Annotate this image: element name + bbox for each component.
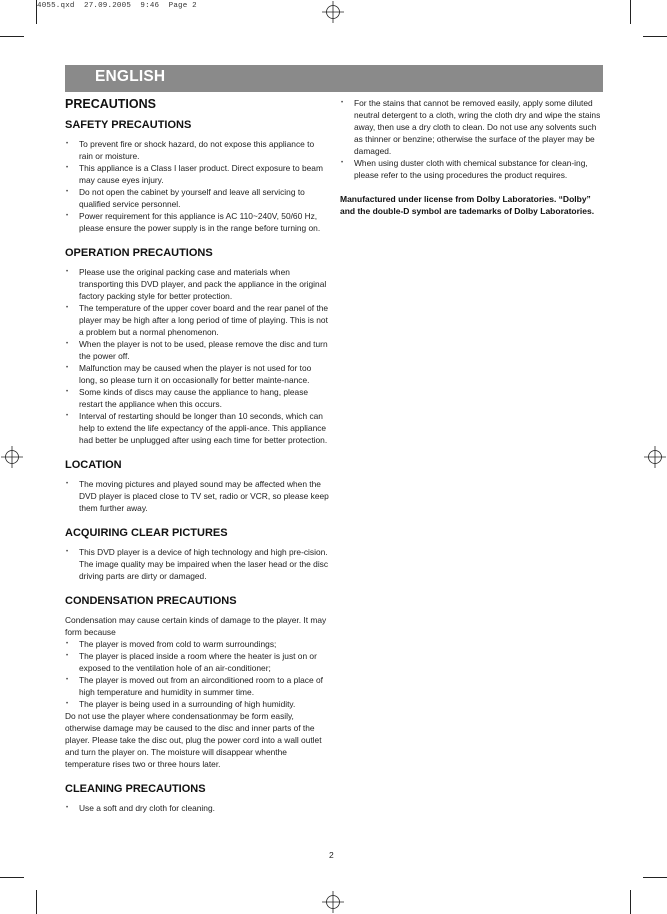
condensation-intro: Condensation may cause certain kinds of damage to the player. It may form because (65, 615, 327, 637)
bullet-list (65, 478, 330, 514)
section-heading: LOCATION (65, 459, 122, 471)
section-condensation (65, 595, 330, 770)
section-operation (65, 247, 330, 446)
registration-mark-icon (1, 446, 23, 468)
section-clear-pictures (65, 527, 330, 582)
crop-mark (643, 36, 667, 37)
print-slug: 4055.qxd 27.09.2005 9:46 Page 2 (37, 2, 197, 10)
section-heading: CLEANING PRECAUTIONS (65, 783, 206, 795)
list-item: • Power requirement for this appliance is AC 110~240V, 50/60 Hz, please ensure the power supply is in the range before turning on. (65, 210, 330, 234)
list-item: • This DVD player is a device of high technology and high pre-cision. The image quality may be impaired when the laser head or the disc driving parts are dirty or damaged. (65, 546, 330, 582)
list-item: • When the player is not to be used, please remove the disc and turn the power off. (65, 338, 330, 362)
section-heading: ACQUIRING CLEAR PICTURES (65, 527, 228, 539)
page-number: 2 (329, 850, 334, 860)
dolby-notice: Manufactured under license from Dolby Laboratories. “Dolby” and the double-D symbol are tademarks of Dolby Laboratories. (340, 194, 595, 216)
registration-mark-icon (322, 891, 344, 913)
registration-mark-icon (644, 446, 666, 468)
bullet-list (65, 546, 330, 582)
bullet-list (65, 138, 330, 234)
page-title: PRECAUTIONS (65, 97, 156, 111)
list-item: • Please use the original packing case and materials when transporting this DVD player, and pack the appliance in the original factory packing style for better protection. (65, 266, 330, 302)
crop-mark (630, 890, 631, 914)
list-item: • This appliance is a Class I laser product. Direct exposure to beam may cause eyes injury. (65, 162, 330, 186)
bullet-list (65, 266, 330, 446)
list-item: • Malfunction may be caused when the player is not used for too long, so please turn it on occasionally for better mainte-nance. (65, 362, 330, 386)
section-heading: OPERATION PRECAUTIONS (65, 247, 213, 259)
left-column (65, 97, 330, 827)
registration-mark-icon (322, 1, 344, 23)
bullet-list (65, 638, 330, 710)
right-column (340, 97, 602, 217)
list-item: • For the stains that cannot be removed easily, apply some diluted neutral detergent to a cloth, wring the cloth dry and wipe the stains away, then use a dry cloth to clean. Do not use any solvents such as thinner or benzine; otherwise the surface of the player may be damaged. (340, 97, 602, 157)
list-item: • The moving pictures and played sound may be affected when the DVD player is placed close to TV set, radio or VCR, so please keep them further away. (65, 478, 330, 514)
list-item: • When using duster cloth with chemical substance for clean-ing, please refer to the using procedures the product requires. (340, 157, 602, 181)
section-location (65, 459, 330, 514)
list-item: • Some kinds of discs may cause the appliance to hang, please restart the appliance when this occurs. (65, 386, 330, 410)
list-item: • The player is being used in a surrounding of high humidity. (65, 698, 330, 710)
list-item: • The player is moved out from an airconditioned room to a place of high temperature and humidity in summer time. (65, 674, 330, 698)
list-item: • The player is moved from cold to warm surroundings; (65, 638, 330, 650)
list-item: • To prevent fire or shock hazard, do not expose this appliance to rain or moisture. (65, 138, 330, 162)
condensation-outro: Do not use the player where condensationmay be form easily, otherwise damage may be caused to the disc and inner parts of the player. Please take the disc out, plug the power cord into a wall outlet and turn the player on. The moisture will disappear whenthe temperature rises two or three hours later. (65, 711, 322, 769)
crop-mark (36, 890, 37, 914)
banner-title: ENGLISH (95, 68, 166, 85)
section-heading: SAFETY PRECAUTIONS (65, 119, 192, 131)
crop-mark (643, 877, 667, 878)
crop-mark (0, 877, 24, 878)
list-item: • Do not open the cabinet by yourself and leave all servicing to qualified service personnel. (65, 186, 330, 210)
list-item: • Interval of restarting should be longer than 10 seconds, which can help to extend the life expectancy of the appli-ance. This appliance had better be unplugged after using each time for better protection. (65, 410, 330, 446)
section-heading: CONDENSATION PRECAUTIONS (65, 595, 237, 607)
list-item: • Use a soft and dry cloth for cleaning. (65, 802, 330, 814)
crop-mark (0, 36, 24, 37)
language-banner (65, 65, 603, 92)
section-safety (65, 119, 330, 234)
section-cleaning (65, 783, 330, 814)
list-item: • The player is placed inside a room where the heater is just on or exposed to the ventilation hole of an air-conditioner; (65, 650, 330, 674)
bullet-list (65, 802, 330, 814)
bullet-list (340, 97, 602, 181)
crop-mark (630, 0, 631, 24)
crop-mark (36, 0, 37, 24)
list-item: • The temperature of the upper cover board and the rear panel of the player may be high after a long period of time of playing. This is not a problem but a normal phenomenon. (65, 302, 330, 338)
